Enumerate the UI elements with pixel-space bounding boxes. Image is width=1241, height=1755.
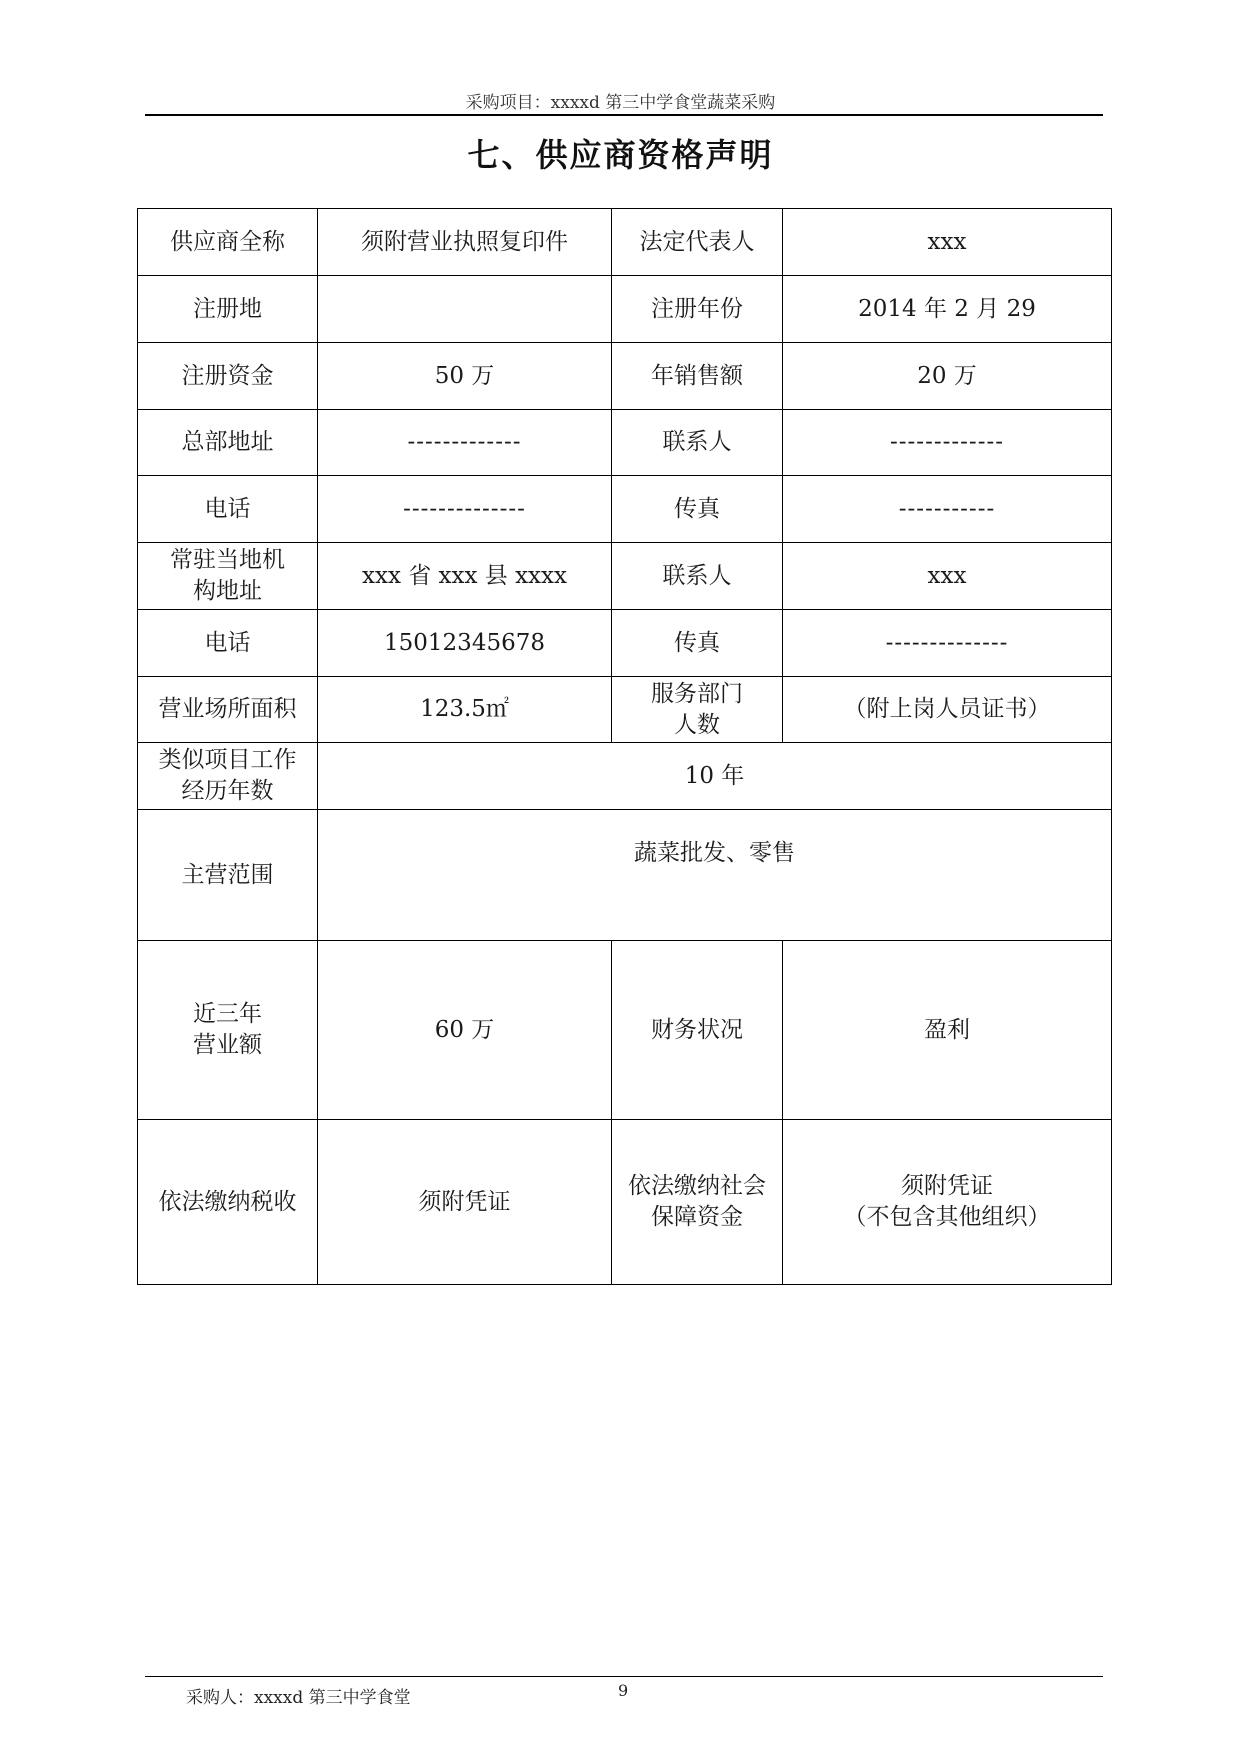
cell-label: 近三年营业额 <box>138 941 318 1120</box>
table-row <box>138 810 1112 941</box>
table-row <box>138 476 1112 543</box>
table-row <box>138 610 1112 677</box>
page-number: 9 <box>618 1681 629 1700</box>
cell-value: 2014 年 2 月 29 <box>783 276 1112 343</box>
table-row <box>138 543 1112 610</box>
cell-label: 类似项目工作经历年数 <box>138 743 318 810</box>
cell-label: 营业场所面积 <box>138 677 318 743</box>
cell-label: 财务状况 <box>612 941 783 1120</box>
cell-label: 联系人 <box>612 410 783 476</box>
cell-value: ----------- <box>783 476 1112 543</box>
cell-label: 主营范围 <box>138 810 318 941</box>
cell-label: 联系人 <box>612 543 783 610</box>
table-row <box>138 209 1112 276</box>
cell-label: 服务部门人数 <box>612 677 783 743</box>
cell-value: ------------- <box>318 410 612 476</box>
cell-label: 年销售额 <box>612 343 783 410</box>
table-row <box>138 743 1112 810</box>
cell-value-line: 须附凭证 <box>901 1173 993 1199</box>
cell-label: 电话 <box>138 610 318 677</box>
supplier-qualification-table <box>137 208 1112 1285</box>
cell-value: xxx <box>783 543 1112 610</box>
cell-label: 电话 <box>138 476 318 543</box>
table-row <box>138 1120 1112 1285</box>
cell-value: 60 万 <box>318 941 612 1120</box>
cell-label: 常驻当地机构地址 <box>138 543 318 610</box>
cell-value: 10 年 <box>318 743 1112 810</box>
cell-value-line: （不包含其他组织） <box>843 1204 1051 1230</box>
cell-label: 注册资金 <box>138 343 318 410</box>
table-row <box>138 941 1112 1120</box>
cell-value <box>783 1120 1112 1285</box>
table-row <box>138 410 1112 476</box>
cell-label: 注册地 <box>138 276 318 343</box>
cell-label: 依法缴纳税收 <box>138 1120 318 1285</box>
cell-label: 依法缴纳社会保障资金 <box>612 1120 783 1285</box>
cell-label: 供应商全称 <box>138 209 318 276</box>
cell-value: 123.5㎡ <box>318 677 612 743</box>
cell-value <box>318 276 612 343</box>
page-title: 七、供应商资格声明 <box>467 136 774 174</box>
cell-label: 法定代表人 <box>612 209 783 276</box>
cell-value: （附上岗人员证书） <box>783 677 1112 743</box>
header-divider <box>145 114 1103 116</box>
running-header: 采购项目：xxxxd 第三中学食堂蔬菜采购 <box>465 93 776 113</box>
cell-value: 盈利 <box>783 941 1112 1120</box>
cell-label: 总部地址 <box>138 410 318 476</box>
footer-purchaser: 采购人：xxxxd 第三中学食堂 <box>186 1688 411 1708</box>
cell-value: 须附凭证 <box>318 1120 612 1285</box>
cell-value: 20 万 <box>783 343 1112 410</box>
cell-value: 15012345678 <box>318 610 612 677</box>
cell-value: -------------- <box>318 476 612 543</box>
cell-value: 须附营业执照复印件 <box>318 209 612 276</box>
table-row <box>138 343 1112 410</box>
cell-value: -------------- <box>783 610 1112 677</box>
table-row <box>138 677 1112 743</box>
cell-label: 注册年份 <box>612 276 783 343</box>
footer-divider <box>145 1676 1103 1677</box>
cell-label: 传真 <box>612 476 783 543</box>
cell-label: 传真 <box>612 610 783 677</box>
table-row <box>138 276 1112 343</box>
cell-value: xxx <box>783 209 1112 276</box>
cell-value: 蔬菜批发、零售 <box>318 810 1112 941</box>
cell-value: ------------- <box>783 410 1112 476</box>
cell-value: 50 万 <box>318 343 612 410</box>
cell-value: xxx 省 xxx 县 xxxx <box>318 543 612 610</box>
